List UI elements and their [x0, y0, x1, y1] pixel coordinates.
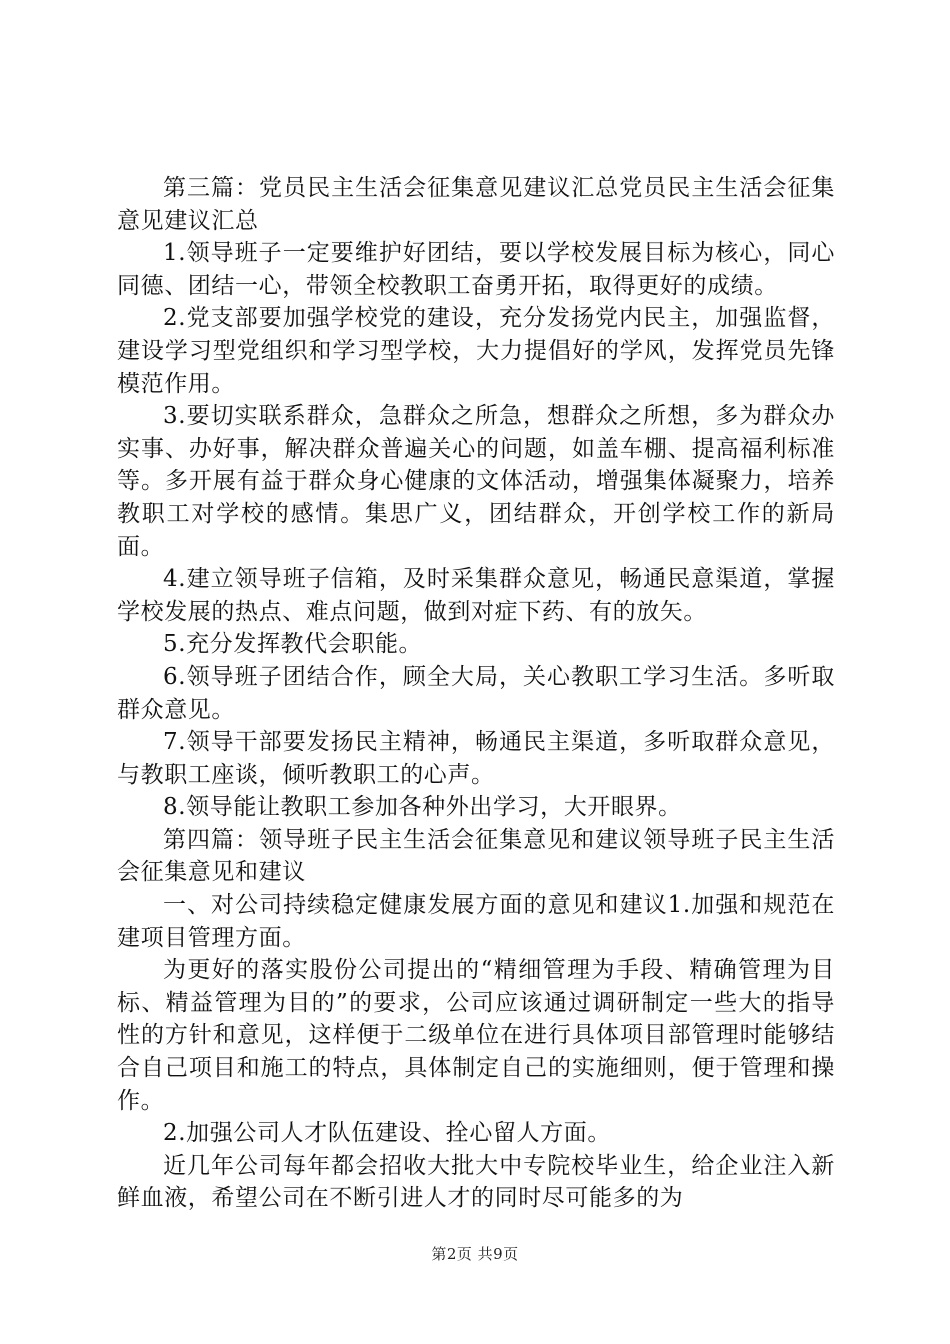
page-number-footer: 第2页 共9页 — [431, 1245, 519, 1263]
paragraph: 7.领导干部要发扬民主精神，畅通民主渠道，多听取群众意见，与教职工座谈，倾听教职工的心声。 — [117, 729, 835, 788]
paragraph: 8.领导能让教职工参加各种外出学习，大开眼界。 — [163, 794, 682, 821]
paragraph: 5.充分发挥教代会职能。 — [163, 631, 423, 658]
paragraph: 6.领导班子团结合作，顾全大局，关心教职工学习生活。多听取群众意见。 — [117, 663, 835, 723]
document-body — [117, 172, 835, 1215]
paragraph: 第四篇：领导班子民主生活会征集意见和建议领导班子民主生活会征集意见和建议 — [117, 826, 835, 886]
paragraph: 4.建立领导班子信箱，及时采集群众意见，畅通民意渠道，掌握学校发展的热点、难点问题，做到对症下药、有的放矢。 — [117, 566, 835, 625]
paragraph: 2.加强公司人才队伍建设、拴心留人方面。 — [163, 1120, 611, 1147]
paragraph: 近几年公司每年都会招收大批大中专院校毕业生，给企业注入新鲜血液，希望公司在不断引进人才的同时尽可能多的为 — [117, 1152, 835, 1212]
paragraph: 2.党支部要加强学校党的建设，充分发扬党内民主，加强监督，建设学习型党组织和学习型学校，大力提倡好的学风，发挥党员先锋模范作用。 — [117, 305, 835, 397]
paragraph: 一、对公司持续稳定健康发展方面的意见和建议1.加强和规范在建项目管理方面。 — [117, 892, 835, 951]
paragraph: 3.要切实联系群众，急群众之所急，想群众之所想，多为群众办实事、办好事，解决群众普遍关心的问题，如盖车棚、提高福利标准等。多开展有益于群众身心健康的文体活动，增强集体凝聚力，培养教职工对学校的感情。集思广义，团结群众，开创学校工作的新局面。 — [117, 403, 835, 560]
paragraph: 第三篇：党员民主生活会征集意见建议汇总党员民主生活会征集意见建议汇总 — [117, 175, 835, 234]
paragraph: 1.领导班子一定要维护好团结，要以学校发展目标为核心，同心同德、团结一心，带领全校教职工奋勇开拓，取得更好的成绩。 — [117, 240, 835, 299]
paragraph: 为更好的落实股份公司提出的“精细管理为手段、精确管理为目标、精益管理为目的”的要求，公司应该通过调研制定一些大的指导性的方针和意见，这样便于二级单位在进行具体项目部管理时能够结合自己项目和施工的特点，具体制定自己的实施细则，便于管理和操作。 — [117, 957, 835, 1114]
